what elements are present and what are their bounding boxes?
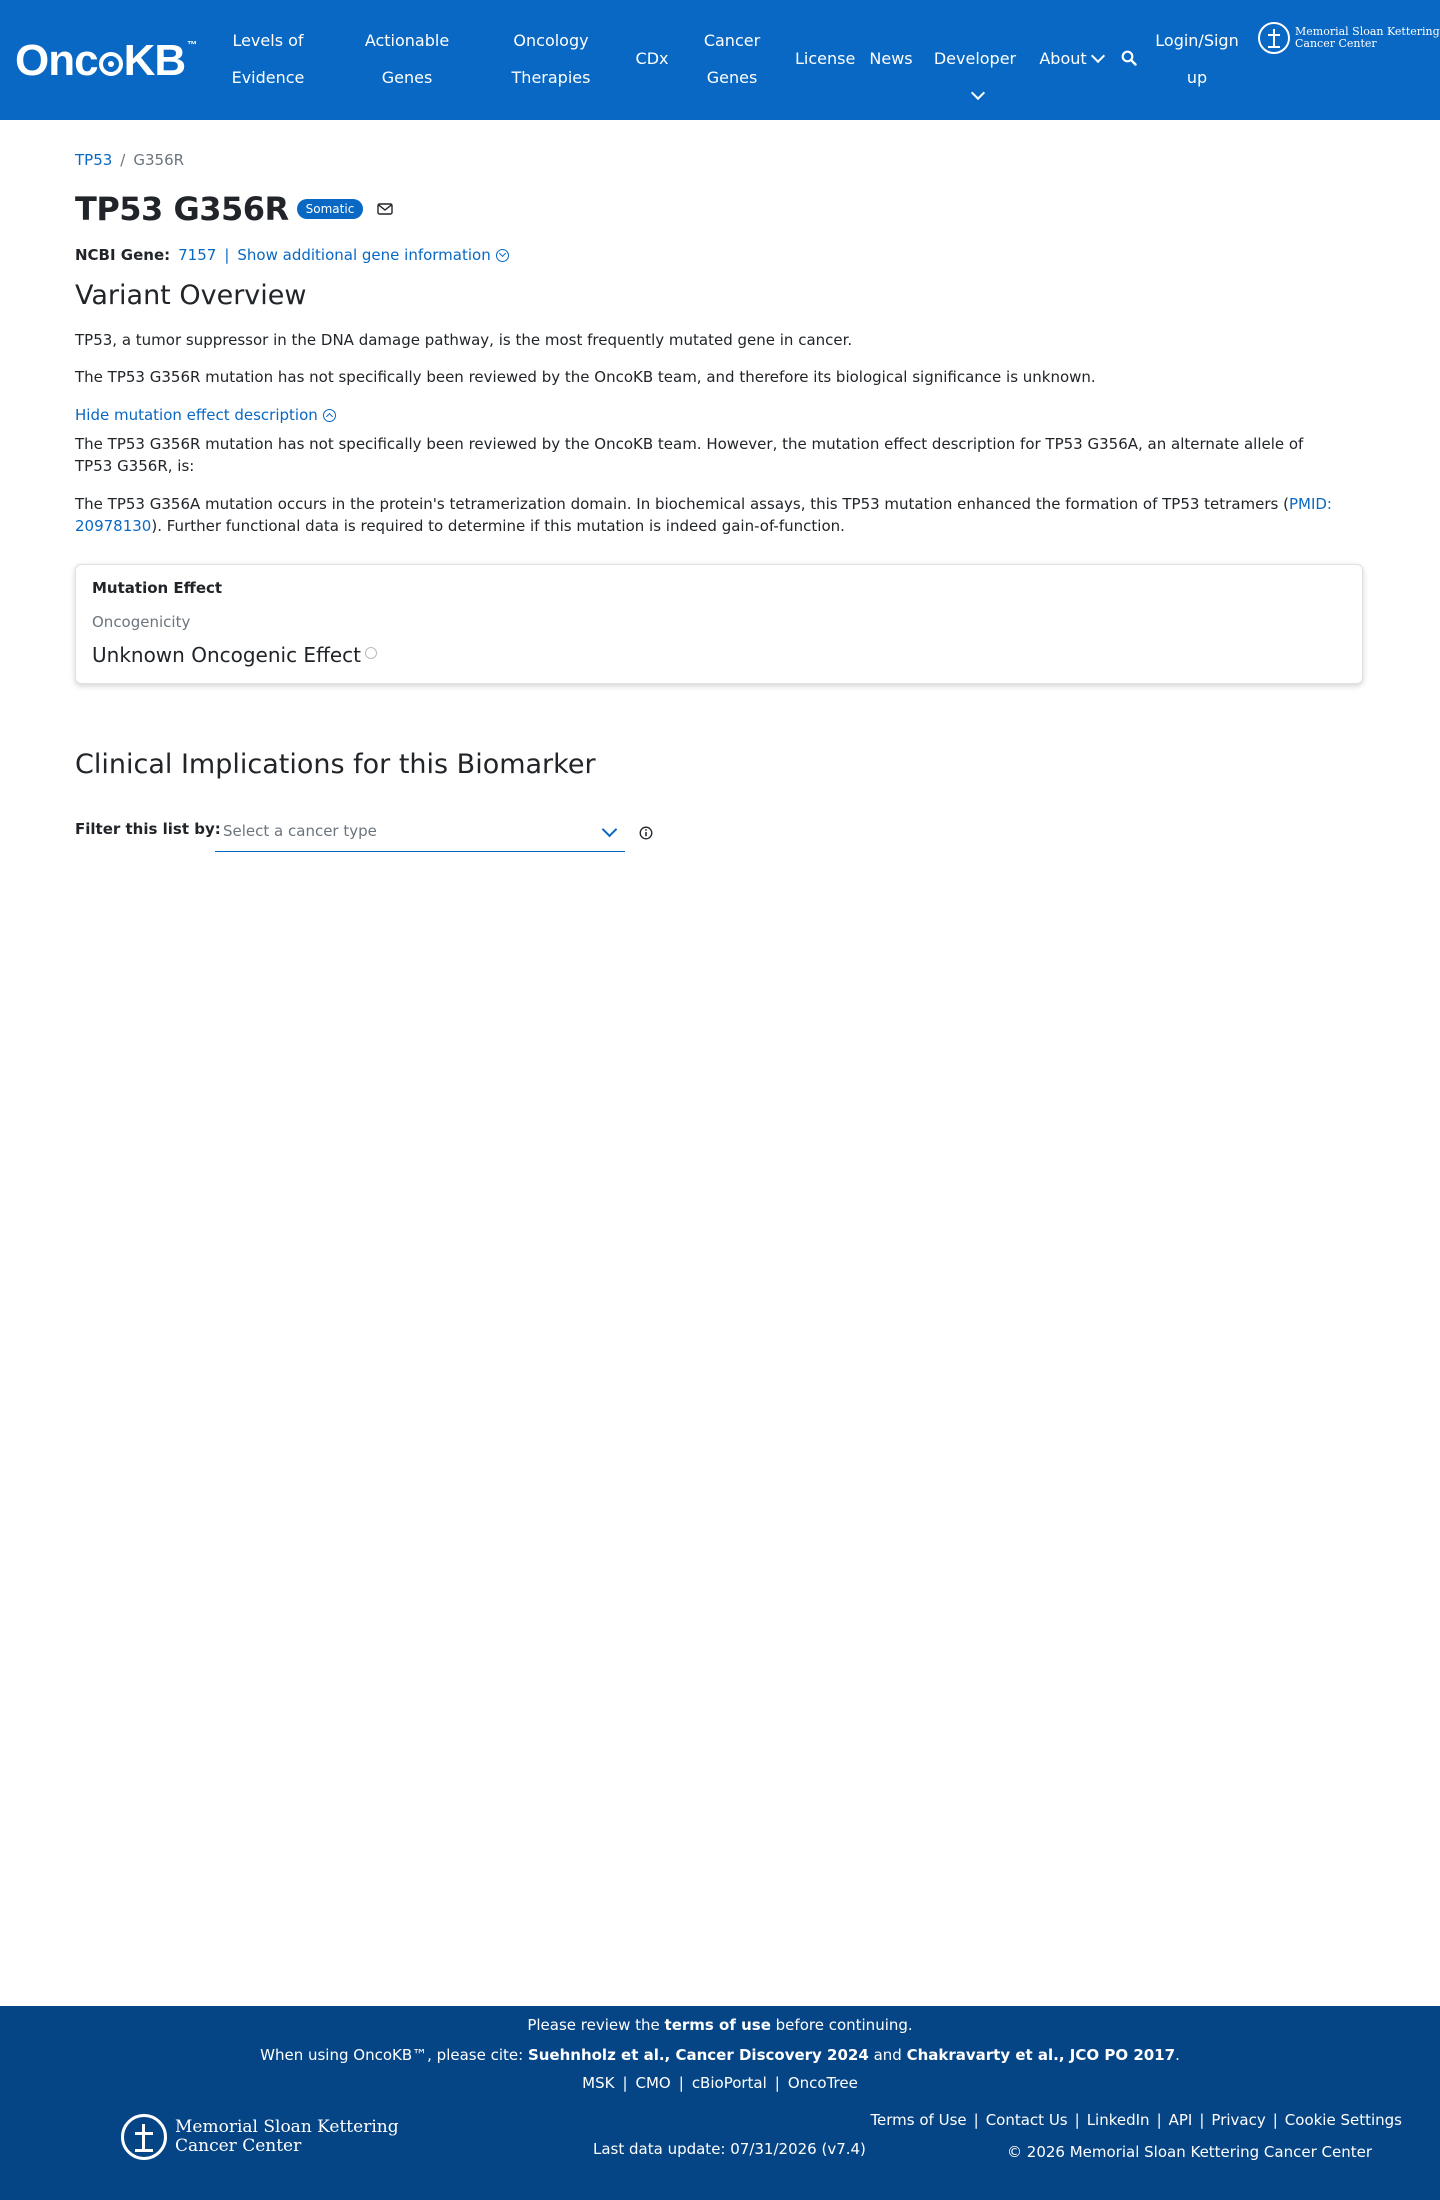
clinical-implications-heading: Clinical Implications for this Biomarker (75, 749, 596, 780)
footer-link-cmo[interactable]: CMO (635, 2074, 671, 2092)
terms-notice (0, 2016, 1440, 2034)
partner-links: MSK | CMO | cBioPortal | OncoTree (582, 2074, 858, 2092)
cancer-type-placeholder: Select a cancer type (223, 822, 377, 840)
mutation-effect-description (75, 493, 1337, 537)
somatic-badge: Somatic (297, 199, 364, 219)
filter-label: Filter this list by: (75, 820, 221, 838)
terms-notice-post: before continuing. (770, 2016, 913, 2034)
msk-line1: Memorial Sloan Kettering (1295, 25, 1440, 38)
citation-notice (0, 2046, 1440, 2064)
mutation-effect-card (75, 564, 1363, 684)
info-icon[interactable] (639, 826, 653, 840)
footer-link-oncotree[interactable]: OncoTree (787, 2074, 858, 2092)
chevron-down-icon (1091, 49, 1105, 63)
footer-cookie-settings-link[interactable]: Cookie Settings (1284, 2111, 1402, 2129)
login-label-line1: Login/Sign (1155, 31, 1239, 50)
hide-mutation-effect-toggle[interactable] (75, 404, 336, 426)
variant-overview-heading: Variant Overview (75, 280, 307, 311)
chevron-circle-up-icon (323, 409, 336, 422)
oncogenicity-value (92, 643, 377, 667)
nav-label-line2: Therapies (511, 68, 591, 87)
citation-pre: When using OncoKB™, please cite: (260, 2046, 528, 2064)
search-icon[interactable] (1121, 50, 1137, 66)
nav-oncology-therapies[interactable] (501, 22, 601, 96)
nav-label-line1: Oncology (513, 31, 589, 50)
mail-icon[interactable] (377, 203, 393, 215)
msk-logo-text (1295, 26, 1440, 50)
breadcrumb (75, 150, 184, 170)
nav-label-line2: Genes (381, 68, 433, 87)
oncogenicity-circle-icon (365, 647, 377, 659)
nav-label-line2: Evidence (231, 68, 305, 87)
citation-post: . (1175, 2046, 1180, 2064)
footer-link-cbioportal[interactable]: cBioPortal (691, 2074, 767, 2092)
nav-label: License (795, 49, 856, 68)
chevron-down-icon (602, 822, 618, 838)
show-gene-info-toggle[interactable] (237, 245, 508, 265)
nav-about-dropdown[interactable] (1038, 40, 1104, 77)
footer-contact-link[interactable]: Contact Us (985, 2111, 1068, 2129)
nav-label-line2: Genes (706, 68, 758, 87)
logo-trademark: ™ (187, 40, 197, 51)
breadcrumb-separator: / (120, 151, 126, 169)
terms-notice-pre: Please review the (527, 2016, 665, 2034)
msk-line2: Cancer Center (175, 2136, 302, 2156)
nav-cdx[interactable] (632, 40, 672, 77)
title-row (75, 190, 393, 228)
page-footer (0, 2006, 1440, 2200)
alternate-allele-note: The TP53 G356R mutation has not specifically been reviewed by the OncoKB team. However, the mutation effect description for TP53 G356A, an alternate allele of TP53 G356R, is: (75, 435, 1304, 475)
oncogenicity-value-text: Unknown Oncogenic Effect (92, 643, 361, 667)
top-navbar (0, 0, 1440, 120)
cancer-type-select[interactable] (215, 818, 625, 852)
breadcrumb-current: G356R (133, 151, 185, 169)
nav-actionable-genes[interactable] (357, 22, 457, 96)
ncbi-gene-label: NCBI Gene: (75, 246, 171, 264)
oncogenicity-label: Oncogenicity (92, 613, 191, 631)
nav-label: About (1039, 49, 1087, 68)
gene-info-separator: | (224, 246, 230, 264)
footer-link-msk[interactable]: MSK (582, 2074, 615, 2092)
msk-line2: Cancer Center (1295, 37, 1377, 50)
chevron-down-icon (971, 86, 985, 100)
page-title: TP53 G356R (75, 190, 289, 228)
citation-link-2[interactable]: Chakravarty et al., JCO PO 2017 (906, 2046, 1176, 2064)
nav-cancer-genes[interactable] (702, 22, 762, 96)
nav-label-line1: Cancer (703, 31, 761, 50)
nav-label-line1: Levels of (232, 31, 304, 50)
msk-footer-text (175, 2118, 399, 2156)
footer-terms-link[interactable]: Terms of Use (870, 2111, 967, 2129)
nav-license[interactable] (795, 40, 855, 77)
nav-developer-dropdown[interactable] (928, 40, 1022, 114)
variant-not-reviewed: The TP53 G356R mutation has not specifically been reviewed by the OncoKB team, and therefore its biological significance is unknown. (75, 368, 1096, 386)
show-gene-info-label: Show additional gene information (237, 246, 491, 264)
footer-linkedin-link[interactable]: LinkedIn (1086, 2111, 1150, 2129)
login-label-line2: up (1186, 68, 1208, 87)
oncokb-logo[interactable] (15, 36, 196, 86)
footer-right-links: Terms of Use | Contact Us | LinkedIn | API | Privacy | Cookie Settings (870, 2111, 1402, 2129)
msk-header-logo[interactable] (1258, 22, 1440, 54)
msk-emblem-icon (121, 2114, 167, 2160)
msk-line1: Memorial Sloan Kettering (175, 2117, 399, 2137)
citation-link-1[interactable]: Suehnholz et al., Cancer Discovery 2024 (527, 2046, 869, 2064)
nav-label-line1: Actionable (364, 31, 450, 50)
variant-summary: TP53, a tumor suppressor in the DNA damage pathway, is the most frequently mutated gene in cancer. (75, 331, 853, 349)
footer-api-link[interactable]: API (1168, 2111, 1193, 2129)
logo-text-left: Onc (15, 36, 98, 85)
msk-footer-logo[interactable] (121, 2114, 399, 2160)
copyright: © 2026 Memorial Sloan Kettering Cancer Center (1007, 2143, 1372, 2161)
msk-emblem-icon (1258, 22, 1290, 54)
nav-label: News (869, 49, 913, 68)
pmid-link[interactable]: PMID: 20978130 (75, 495, 1332, 535)
terms-of-use-link[interactable]: terms of use (664, 2016, 771, 2034)
description-text-2: ). Further functional data is required to determine if this mutation is indeed gain-of-function. (151, 517, 845, 535)
nav-levels-of-evidence[interactable] (218, 22, 318, 96)
hide-mutation-effect-label: Hide mutation effect description (75, 406, 318, 424)
description-text-1: The TP53 G356A mutation occurs in the protein's tetramerization domain. In biochemical assays, this TP53 mutation enhanced the formation of TP53 tetramers ( (75, 495, 1289, 513)
last-data-update: Last data update: 07/31/2026 (v7.4) (593, 2140, 866, 2158)
login-signup-link[interactable] (1150, 22, 1244, 96)
chevron-circle-down-icon (496, 249, 509, 262)
ncbi-gene-id-link[interactable]: 7157 (178, 246, 217, 264)
mutation-effect-title: Mutation Effect (92, 579, 223, 597)
nav-label: CDx (635, 49, 669, 68)
footer-privacy-link[interactable]: Privacy (1211, 2111, 1266, 2129)
logo-ring-icon (99, 52, 123, 76)
nav-label: Developer (933, 49, 1017, 68)
nav-news[interactable] (868, 40, 914, 77)
breadcrumb-gene-link[interactable]: TP53 (75, 151, 113, 169)
ncbi-gene-row (75, 245, 509, 265)
logo-text-right: KB (123, 36, 186, 85)
citation-mid: and (868, 2046, 907, 2064)
